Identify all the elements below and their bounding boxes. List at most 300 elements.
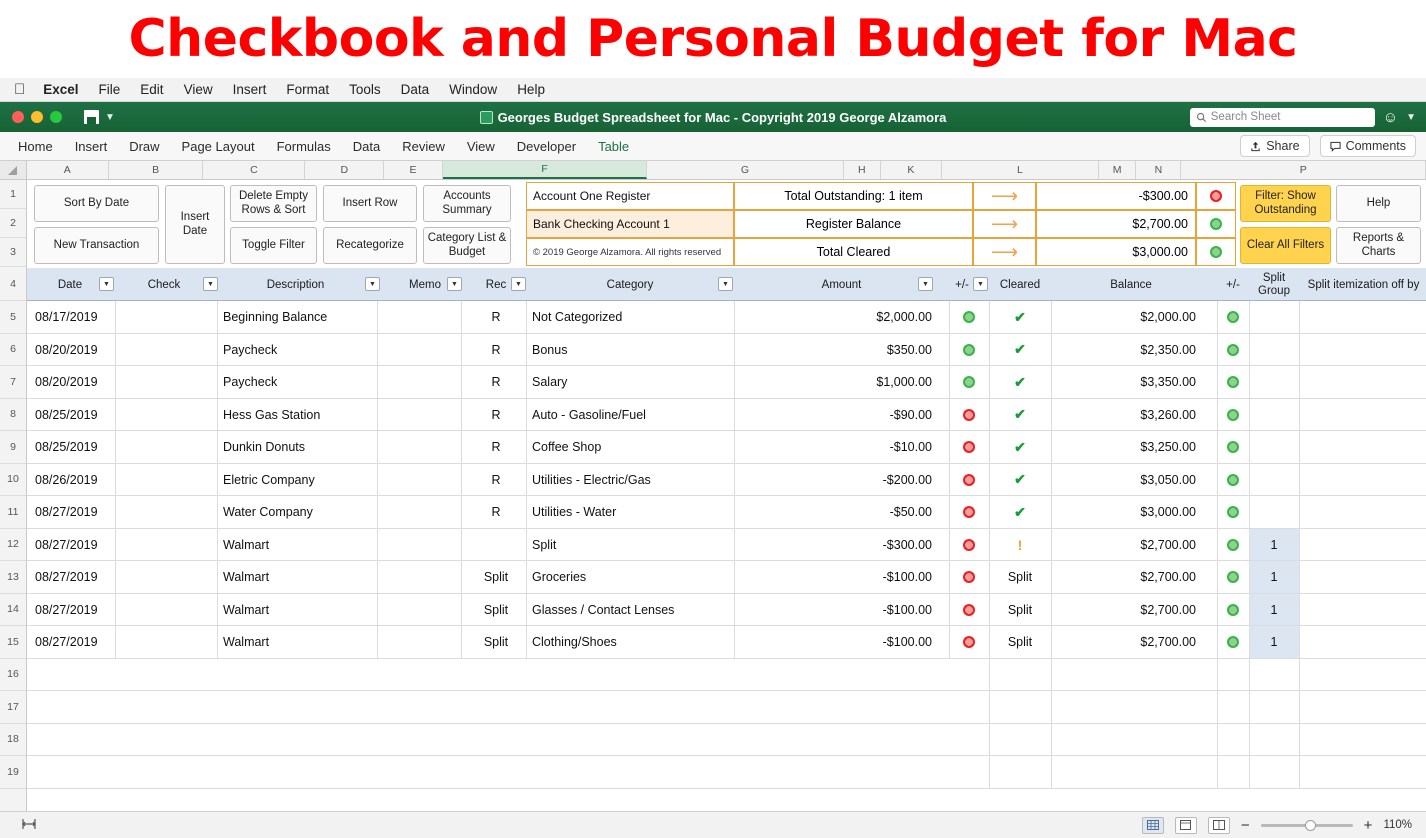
menu-item-file[interactable]: File [87, 82, 110, 97]
cell-memo[interactable] [385, 301, 465, 334]
cell-description[interactable]: Paycheck [223, 375, 278, 390]
amount-status-dot [949, 334, 989, 367]
grid-cells [27, 180, 1426, 820]
cell-date[interactable]: 08/27/2019 [35, 505, 98, 520]
menu-item-format[interactable]: Format [275, 82, 318, 97]
balance-status-dot [1217, 431, 1249, 464]
cell-date[interactable]: 08/25/2019 [35, 407, 98, 422]
tab-insert[interactable]: Insert [74, 138, 108, 154]
total-outstanding-label: Total Outstanding: 1 item [734, 182, 973, 210]
cell-date[interactable]: 08/27/2019 [35, 602, 98, 617]
cell-memo[interactable] [385, 431, 465, 464]
delete-empty-rows-button[interactable]: Delete Empty Rows & Sort [230, 185, 317, 222]
column-header-b[interactable]: B [109, 161, 203, 179]
header-cleared: Cleared [999, 278, 1041, 291]
toggle-filter-button[interactable]: Toggle Filter [230, 227, 317, 264]
clear-all-filters-button[interactable]: Clear All Filters [1240, 227, 1331, 264]
column-header-e[interactable]: E [384, 161, 443, 179]
cell-amount[interactable]: -$90.00 [889, 407, 932, 422]
amount-status-dot [949, 366, 989, 399]
row-headers[interactable] [0, 180, 27, 820]
column-divider [949, 301, 950, 659]
cell-cleared[interactable]: Split [1007, 570, 1033, 585]
menu-item-data[interactable]: Data [389, 82, 418, 97]
sheet-nav-icon[interactable] [0, 818, 36, 833]
cell-balance[interactable]: $3,260.00 [1140, 407, 1196, 422]
cell-description[interactable]: Dunkin Donuts [223, 440, 305, 455]
column-header-g[interactable]: G [647, 161, 843, 179]
copyright-notice: © 2019 George Alzamora. All rights reserved [526, 238, 734, 266]
amount-status-dot [949, 399, 989, 432]
apple-logo-icon[interactable] [14, 82, 25, 97]
page-banner [0, 0, 1426, 78]
row-header-13[interactable]: 13 [0, 561, 26, 594]
cell-cleared[interactable]: Split [1007, 602, 1033, 617]
column-divider [1051, 301, 1052, 659]
row-header-1[interactable]: 1 [0, 180, 26, 209]
tab-developer[interactable]: Developer [516, 138, 577, 154]
comments-label: Comments [1345, 139, 1406, 153]
title-bar-right[interactable] [1190, 108, 1426, 127]
workbook-icon [480, 111, 493, 124]
cell-amount[interactable]: -$100.00 [882, 635, 932, 650]
balance-status-dot [1217, 626, 1249, 659]
cell-check[interactable] [119, 399, 209, 432]
cell-category[interactable]: Bonus [532, 342, 568, 357]
cell-cleared[interactable]: ✔ [1014, 406, 1026, 423]
row-header-9[interactable]: 9 [0, 431, 26, 464]
ribbon-options-chevron-icon[interactable]: ▼ [1406, 111, 1416, 123]
header-description: Description [266, 278, 325, 291]
empty-column-divider [1051, 659, 1052, 789]
register-balance-value: $2,700.00 [1036, 210, 1196, 238]
cell-cleared[interactable]: Split [1007, 635, 1033, 650]
column-header-m[interactable]: M [1099, 161, 1136, 179]
window-controls[interactable] [0, 111, 62, 123]
menu-item-window[interactable]: Window [437, 82, 486, 97]
share-button[interactable] [1240, 135, 1309, 157]
zoom-slider[interactable] [1261, 824, 1353, 827]
cell-check[interactable] [119, 334, 209, 367]
balance-status-dot [1217, 334, 1249, 367]
cell-date[interactable]: 08/20/2019 [35, 375, 98, 390]
account-name-cell[interactable]: Bank Checking Account 1 [526, 210, 734, 238]
amount-status-dot [949, 464, 989, 497]
cell-date[interactable]: 08/17/2019 [35, 310, 98, 325]
cell-date[interactable]: 08/27/2019 [35, 635, 98, 650]
header-split-group: Split Group [1258, 271, 1290, 297]
column-header-p[interactable]: P [1181, 161, 1426, 179]
cell-split-group[interactable] [1249, 366, 1299, 399]
cell-memo[interactable] [385, 399, 465, 432]
cell-rec[interactable]: R [491, 375, 501, 390]
filter-show-outstanding-button[interactable]: Filter: Show Outstanding [1240, 185, 1331, 222]
cell-description[interactable]: Walmart [223, 602, 270, 617]
amount-status-dot [949, 496, 989, 529]
close-window-button[interactable] [12, 111, 24, 123]
header-category: Category [606, 278, 654, 291]
column-divider [115, 301, 116, 659]
column-header-c[interactable]: C [203, 161, 305, 179]
cell-split-group[interactable]: 1 [1270, 537, 1278, 552]
tab-view[interactable]: View [466, 138, 495, 154]
column-header-n[interactable]: N [1136, 161, 1181, 179]
help-button[interactable]: Help [1336, 185, 1421, 222]
cell-description[interactable]: Paycheck [223, 342, 278, 357]
cell-category[interactable]: Glasses / Contact Lenses [532, 602, 675, 617]
column-divider [1217, 301, 1218, 659]
filter-plusminus1-button[interactable]: ▼ [973, 277, 988, 291]
cell-category[interactable]: Auto - Gasoline/Fuel [532, 407, 646, 422]
row-header-2[interactable]: 2 [0, 209, 26, 238]
cell-category[interactable]: Not Categorized [532, 310, 623, 325]
maximize-window-button[interactable] [50, 111, 62, 123]
cell-check[interactable] [119, 464, 209, 497]
cell-rec[interactable]: R [491, 342, 501, 357]
row-header-19[interactable]: 19 [0, 756, 26, 789]
select-all-icon [8, 166, 17, 175]
status-bar [0, 811, 1426, 838]
cell-category[interactable]: Salary [532, 375, 568, 390]
cell-balance[interactable]: $3,350.00 [1140, 375, 1196, 390]
cell-rec[interactable]: Split [483, 602, 509, 617]
row-header-17[interactable]: 17 [0, 691, 26, 724]
column-divider [461, 301, 462, 659]
empty-column-divider [1299, 659, 1300, 789]
menu-item-tools[interactable]: Tools [337, 82, 370, 97]
cell-amount[interactable]: $2,000.00 [876, 310, 932, 325]
menu-app-name[interactable]: Excel [32, 82, 68, 97]
cell-cleared[interactable]: ! [1017, 536, 1023, 553]
cell-category[interactable]: Split [532, 537, 557, 552]
menu-item-insert[interactable]: Insert [221, 82, 256, 97]
chevron-down-icon[interactable]: ▼ [105, 111, 115, 123]
empty-column-divider [1249, 659, 1250, 789]
cell-memo[interactable] [385, 561, 465, 594]
cell-balance[interactable]: $3,050.00 [1140, 472, 1196, 487]
ribbon-tabs[interactable] [0, 132, 1426, 161]
page-break-icon [1213, 820, 1225, 830]
cell-balance[interactable]: $2,000.00 [1140, 310, 1196, 325]
reports-charts-button[interactable]: Reports & Charts [1336, 227, 1421, 264]
amount-status-dot [949, 594, 989, 627]
page-view-icon [1180, 820, 1191, 830]
cell-rec[interactable] [467, 529, 525, 562]
cell-check[interactable] [119, 496, 209, 529]
cell-description[interactable]: Hess Gas Station [223, 407, 321, 422]
search-placeholder: Search Sheet [1210, 111, 1281, 123]
resize-icon [22, 818, 36, 830]
column-divider [1299, 301, 1300, 659]
cell-split-group[interactable] [1249, 496, 1299, 529]
balance-status-dot [1217, 496, 1249, 529]
register-balance-label: Register Balance [734, 210, 973, 238]
filter-memo-button[interactable]: ▼ [447, 277, 462, 291]
cell-check[interactable] [119, 301, 209, 334]
cell-cleared[interactable]: ✔ [1014, 373, 1026, 390]
column-header-d[interactable]: D [305, 161, 384, 179]
cell-split-group[interactable] [1249, 431, 1299, 464]
cell-description[interactable]: Walmart [223, 537, 270, 552]
cell-split-group[interactable] [1249, 334, 1299, 367]
cell-memo[interactable] [385, 464, 465, 497]
cell-memo[interactable] [385, 366, 465, 399]
filter-rec-button[interactable]: ▼ [511, 277, 526, 291]
window-title-bar [0, 102, 1426, 132]
quick-access-toolbar[interactable] [84, 110, 115, 124]
row-header-18[interactable]: 18 [0, 724, 26, 757]
amount-status-dot [949, 529, 989, 562]
column-divider [526, 301, 527, 659]
cell-split-group[interactable] [1249, 464, 1299, 497]
cell-check[interactable] [119, 366, 209, 399]
cell-balance[interactable]: $2,700.00 [1140, 602, 1196, 617]
row-header-8[interactable]: 8 [0, 399, 26, 432]
cell-memo[interactable] [385, 529, 465, 562]
cell-amount[interactable]: $350.00 [886, 342, 932, 357]
zoom-in-button[interactable]: + [1363, 816, 1373, 834]
cell-cleared[interactable]: ✔ [1014, 341, 1026, 358]
column-header-l[interactable]: L [942, 161, 1099, 179]
column-divider [217, 301, 218, 659]
filter-description-button[interactable]: ▼ [365, 277, 380, 291]
cell-description[interactable]: Beginning Balance [223, 310, 328, 325]
cell-cleared[interactable]: ✔ [1014, 308, 1026, 325]
cell-rec[interactable]: R [491, 505, 501, 520]
feedback-smiley-icon[interactable]: ☺ [1382, 108, 1399, 126]
cell-split-group[interactable]: 1 [1270, 570, 1278, 585]
empty-column-divider [989, 659, 990, 789]
mac-menu-bar[interactable] [0, 78, 1426, 102]
row-header-6[interactable]: 6 [0, 334, 26, 367]
insert-date-button[interactable]: Insert Date [165, 185, 225, 264]
header-plusminus-balance: +/- [1226, 278, 1240, 291]
cleared-arrow-icon: ⟶ [973, 238, 1036, 266]
header-plusminus-amount: +/- [955, 278, 969, 291]
header-memo: Memo [409, 278, 441, 291]
cell-memo[interactable] [385, 334, 465, 367]
cell-split-group[interactable] [1249, 399, 1299, 432]
cleared-status-dot [1196, 238, 1236, 266]
cell-rec[interactable]: R [491, 472, 501, 487]
save-icon[interactable] [84, 110, 99, 124]
spreadsheet [0, 161, 1426, 820]
cell-amount[interactable]: -$100.00 [882, 602, 932, 617]
new-transaction-button[interactable]: New Transaction [34, 227, 159, 264]
cell-category[interactable]: Utilities - Electric/Gas [532, 472, 651, 487]
tab-formulas[interactable]: Formulas [276, 138, 331, 154]
category-list-budget-button[interactable]: Category List & Budget [423, 227, 511, 264]
cell-memo[interactable] [385, 626, 465, 659]
accounts-summary-button[interactable]: Accounts Summary [423, 185, 511, 222]
comments-button[interactable] [1320, 135, 1416, 157]
cell-split-group[interactable]: 1 [1270, 602, 1278, 617]
column-divider [377, 301, 378, 659]
balance-status-dot [1217, 529, 1249, 562]
balance-status-dot [1217, 464, 1249, 497]
filter-check-button[interactable]: ▼ [203, 277, 218, 291]
column-header-a[interactable]: A [27, 161, 110, 179]
cell-split-group[interactable]: 1 [1270, 635, 1278, 650]
tab-review[interactable]: Review [402, 138, 445, 154]
cell-date[interactable]: 08/27/2019 [35, 570, 98, 585]
tab-table[interactable]: Table [598, 138, 630, 154]
cell-rec[interactable]: R [491, 407, 501, 422]
total-cleared-label: Total Cleared [734, 238, 973, 266]
grid [0, 180, 1426, 820]
cell-description[interactable]: Walmart [223, 635, 270, 650]
row-header-10[interactable]: 10 [0, 464, 26, 497]
header-rec: Rec [485, 278, 507, 291]
cell-balance[interactable]: $2,700.00 [1140, 570, 1196, 585]
column-header-k[interactable]: K [881, 161, 942, 179]
total-outstanding-value: -$300.00 [1036, 182, 1196, 210]
zoom-out-button[interactable]: − [1240, 816, 1250, 834]
cell-rec[interactable]: Split [483, 635, 509, 650]
tab-home[interactable]: Home [18, 138, 53, 154]
recategorize-button[interactable]: Recategorize [323, 227, 417, 264]
cell-balance[interactable]: $3,250.00 [1140, 440, 1196, 455]
row-header-3[interactable]: 3 [0, 238, 26, 267]
cell-memo[interactable] [385, 496, 465, 529]
search-sheet-input[interactable] [1190, 108, 1375, 127]
cell-check[interactable] [119, 626, 209, 659]
header-balance: Balance [1110, 278, 1152, 291]
cell-check[interactable] [119, 431, 209, 464]
cell-amount[interactable]: -$100.00 [882, 570, 932, 585]
balance-status-dot [1217, 594, 1249, 627]
cell-balance[interactable]: $2,700.00 [1140, 635, 1196, 650]
cell-date[interactable]: 08/26/2019 [35, 472, 98, 487]
column-divider [734, 301, 735, 659]
tab-data[interactable]: Data [352, 138, 381, 154]
menu-item-help[interactable]: Help [505, 82, 534, 97]
page-title: Checkbook and Personal Budget for Mac [128, 9, 1298, 69]
page-layout-view-button[interactable] [1175, 817, 1197, 834]
status-bar-right[interactable] [1142, 817, 1426, 834]
minimize-window-button[interactable] [31, 111, 43, 123]
cell-description[interactable]: Water Company [223, 505, 313, 520]
cell-amount[interactable]: -$300.00 [882, 537, 932, 552]
tab-draw[interactable]: Draw [129, 138, 160, 154]
cell-description[interactable]: Walmart [223, 570, 270, 585]
window-title-text: Georges Budget Spreadsheet for Mac - Copyright 2019 George Alzamora [497, 109, 947, 125]
ribbon-right-actions[interactable] [1240, 135, 1426, 157]
outstanding-status-dot [1196, 182, 1236, 210]
search-icon [1196, 112, 1207, 123]
column-header-f[interactable]: F [443, 161, 647, 179]
cell-cleared[interactable]: ✔ [1014, 471, 1026, 488]
balance-status-dot [1217, 366, 1249, 399]
cell-check[interactable] [119, 561, 209, 594]
cell-description[interactable]: Eletric Company [223, 472, 315, 487]
amount-status-dot [949, 561, 989, 594]
row-header-14[interactable]: 14 [0, 594, 26, 627]
empty-column-divider [1217, 659, 1218, 789]
row-header-4[interactable]: 4 [0, 267, 26, 301]
row-header-11[interactable]: 11 [0, 496, 26, 529]
cell-rec[interactable]: Split [483, 570, 509, 585]
cell-rec[interactable]: R [491, 310, 501, 325]
outstanding-arrow-icon: ⟶ [973, 182, 1036, 210]
cell-check[interactable] [119, 594, 209, 627]
filter-category-button[interactable]: ▼ [718, 277, 733, 291]
header-amount: Amount [821, 278, 862, 291]
cell-cleared[interactable]: ✔ [1014, 438, 1026, 455]
comment-icon [1330, 141, 1341, 152]
tab-page-layout[interactable]: Page Layout [181, 138, 255, 154]
page-break-view-button[interactable] [1208, 817, 1230, 834]
menu-item-edit[interactable]: Edit [129, 82, 153, 97]
cell-category[interactable]: Clothing/Shoes [532, 635, 617, 650]
cell-amount[interactable]: -$50.00 [889, 505, 932, 520]
menu-item-view[interactable]: View [172, 82, 202, 97]
cell-category[interactable]: Utilities - Water [532, 505, 617, 520]
grid-view-icon [1147, 820, 1159, 830]
cell-balance[interactable]: $2,700.00 [1140, 537, 1196, 552]
balance-status-dot [1217, 561, 1249, 594]
cell-rec[interactable]: R [491, 440, 501, 455]
cell-split-group[interactable] [1249, 301, 1299, 334]
column-divider [989, 301, 990, 659]
filter-date-button[interactable]: ▼ [99, 277, 114, 291]
share-icon [1250, 141, 1261, 152]
column-header-h[interactable]: H [844, 161, 881, 179]
cell-amount[interactable]: $1,000.00 [876, 375, 932, 390]
insert-row-button[interactable]: Insert Row [323, 185, 417, 222]
sort-by-date-button[interactable]: Sort By Date [34, 185, 159, 222]
column-divider [1249, 301, 1250, 659]
select-all-corner[interactable] [0, 161, 27, 179]
balance-status-dot [1196, 210, 1236, 238]
amount-status-dot [949, 626, 989, 659]
cell-check[interactable] [119, 529, 209, 562]
column-headers[interactable] [0, 161, 1426, 180]
cell-balance[interactable]: $2,350.00 [1140, 342, 1196, 357]
share-label: Share [1266, 139, 1300, 153]
amount-status-dot [949, 431, 989, 464]
balance-status-dot [1217, 399, 1249, 432]
cell-category[interactable]: Coffee Shop [532, 440, 602, 455]
zoom-level-label[interactable]: 110% [1383, 819, 1412, 831]
total-cleared-value: $3,000.00 [1036, 238, 1196, 266]
balance-arrow-icon: ⟶ [973, 210, 1036, 238]
header-split-itemization: Split itemization off by [1307, 278, 1420, 291]
account-register-title: Account One Register [526, 182, 734, 210]
amount-status-dot [949, 301, 989, 334]
cell-amount[interactable]: -$10.00 [889, 440, 932, 455]
zoom-slider-thumb[interactable] [1305, 820, 1316, 831]
row-header-7[interactable]: 7 [0, 366, 26, 399]
balance-status-dot [1217, 301, 1249, 334]
row-header-16[interactable]: 16 [0, 659, 26, 692]
filter-amount-button[interactable]: ▼ [918, 277, 933, 291]
normal-view-button[interactable] [1142, 817, 1164, 834]
header-date: Date [57, 278, 83, 291]
cell-date[interactable]: 08/20/2019 [35, 342, 98, 357]
cell-cleared[interactable]: ✔ [1014, 503, 1026, 520]
cell-category[interactable]: Groceries [532, 570, 587, 585]
cell-balance[interactable]: $3,000.00 [1140, 505, 1196, 520]
header-check: Check [147, 278, 181, 291]
cell-amount[interactable]: -$200.00 [882, 472, 932, 487]
row-header-12[interactable]: 12 [0, 529, 26, 562]
cell-date[interactable]: 08/25/2019 [35, 440, 98, 455]
cell-date[interactable]: 08/27/2019 [35, 537, 98, 552]
row-header-15[interactable]: 15 [0, 626, 26, 659]
row-header-5[interactable]: 5 [0, 301, 26, 334]
cell-memo[interactable] [385, 594, 465, 627]
